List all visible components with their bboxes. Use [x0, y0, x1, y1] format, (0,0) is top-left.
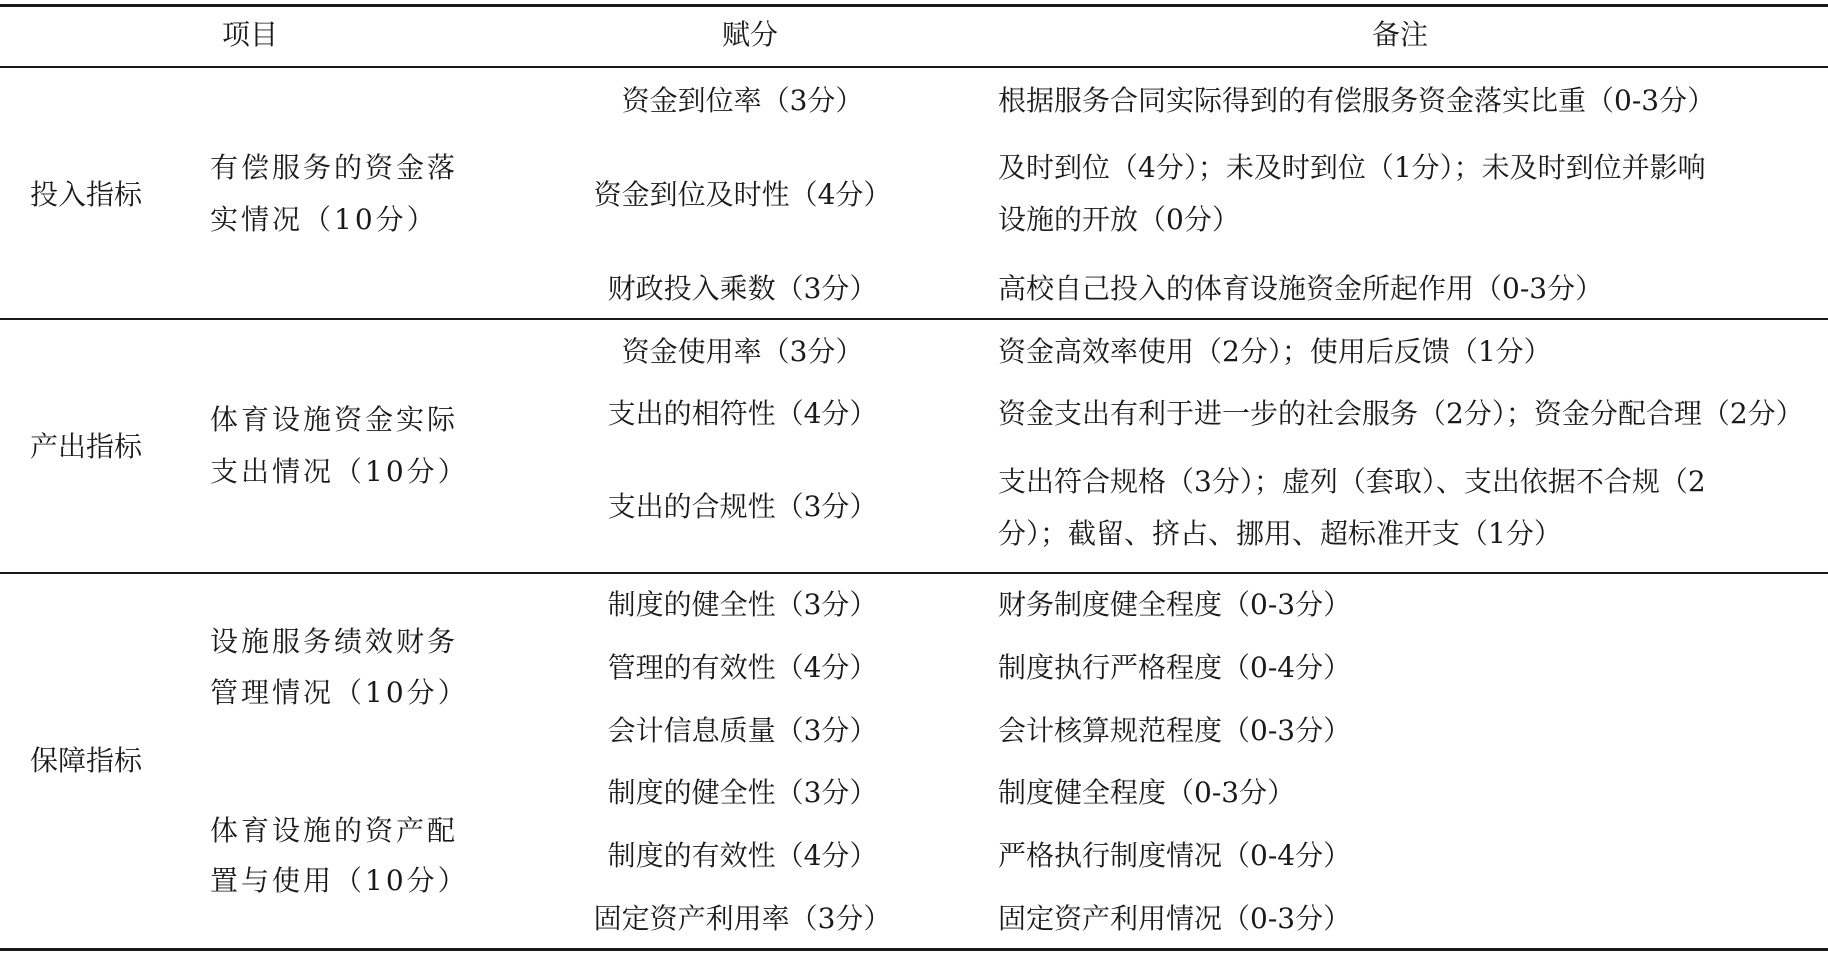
score-item: 资金到位及时性（4分）: [593, 178, 892, 211]
header-note: 备注: [1371, 18, 1428, 51]
header-project: 项目: [221, 18, 278, 51]
category-label: 保障指标: [30, 744, 143, 777]
score-item: 会计信息质量（3分）: [607, 714, 878, 747]
note-text: 固定资产利用情况（0-3分）: [998, 902, 1352, 935]
note-text: 严格执行制度情况（0-4分）: [998, 839, 1352, 872]
note-text: 制度健全程度（0-3分）: [998, 776, 1296, 809]
table-top-rule: [0, 4, 1828, 7]
score-item: 支出的合规性（3分）: [607, 490, 878, 523]
note-text: 分）；截留、挤占、挪用、超标准开支（1分）: [998, 517, 1562, 550]
note-text: 财务制度健全程度（0-3分）: [998, 588, 1352, 621]
score-item: 财政投入乘数（3分）: [607, 272, 878, 305]
project-label: 置与使用（10分）: [210, 864, 469, 897]
note-text: 及时到位（4分）；未及时到位（1分）；未及时到位并影响: [998, 151, 1706, 184]
project-label: 支出情况（10分）: [210, 455, 469, 488]
note-text: 高校自己投入的体育设施资金所起作用（0-3分）: [998, 272, 1604, 305]
score-item: 固定资产利用率（3分）: [593, 902, 892, 935]
score-item: 管理的有效性（4分）: [607, 651, 878, 684]
header-score: 赋分: [721, 18, 778, 51]
project-label: 体育设施资金实际: [210, 403, 459, 436]
score-item: 支出的相符性（4分）: [607, 397, 878, 430]
score-item: 制度的健全性（3分）: [607, 588, 878, 621]
score-item: 制度的健全性（3分）: [607, 776, 878, 809]
table-bottom-rule: [0, 948, 1828, 951]
note-text: 资金支出有利于进一步的社会服务（2分）；资金分配合理（2分）: [998, 397, 1804, 430]
note-text: 支出符合规格（3分）；虚列（套取）、支出依据不合规（2: [998, 465, 1706, 498]
project-label: 实情况（10分）: [210, 203, 438, 236]
score-item: 资金使用率（3分）: [621, 335, 864, 368]
category-label: 产出指标: [30, 430, 143, 463]
score-item: 资金到位率（3分）: [621, 84, 864, 117]
section-divider: [0, 318, 1828, 320]
note-text: 制度执行严格程度（0-4分）: [998, 651, 1352, 684]
note-text: 设施的开放（0分）: [998, 203, 1240, 236]
score-item: 制度的有效性（4分）: [607, 839, 878, 872]
header-bottom-rule: [0, 66, 1828, 68]
note-text: 资金高效率使用（2分）；使用后反馈（1分）: [998, 335, 1552, 368]
project-label: 设施服务绩效财务: [210, 625, 459, 658]
category-label: 投入指标: [30, 178, 143, 211]
project-label: 有偿服务的资金落: [210, 151, 459, 184]
project-label: 体育设施的资产配: [210, 814, 459, 847]
note-text: 会计核算规范程度（0-3分）: [998, 714, 1352, 747]
note-text: 根据服务合同实际得到的有偿服务资金落实比重（0-3分）: [998, 84, 1716, 117]
project-label: 管理情况（10分）: [210, 676, 469, 709]
section-divider: [0, 572, 1828, 574]
